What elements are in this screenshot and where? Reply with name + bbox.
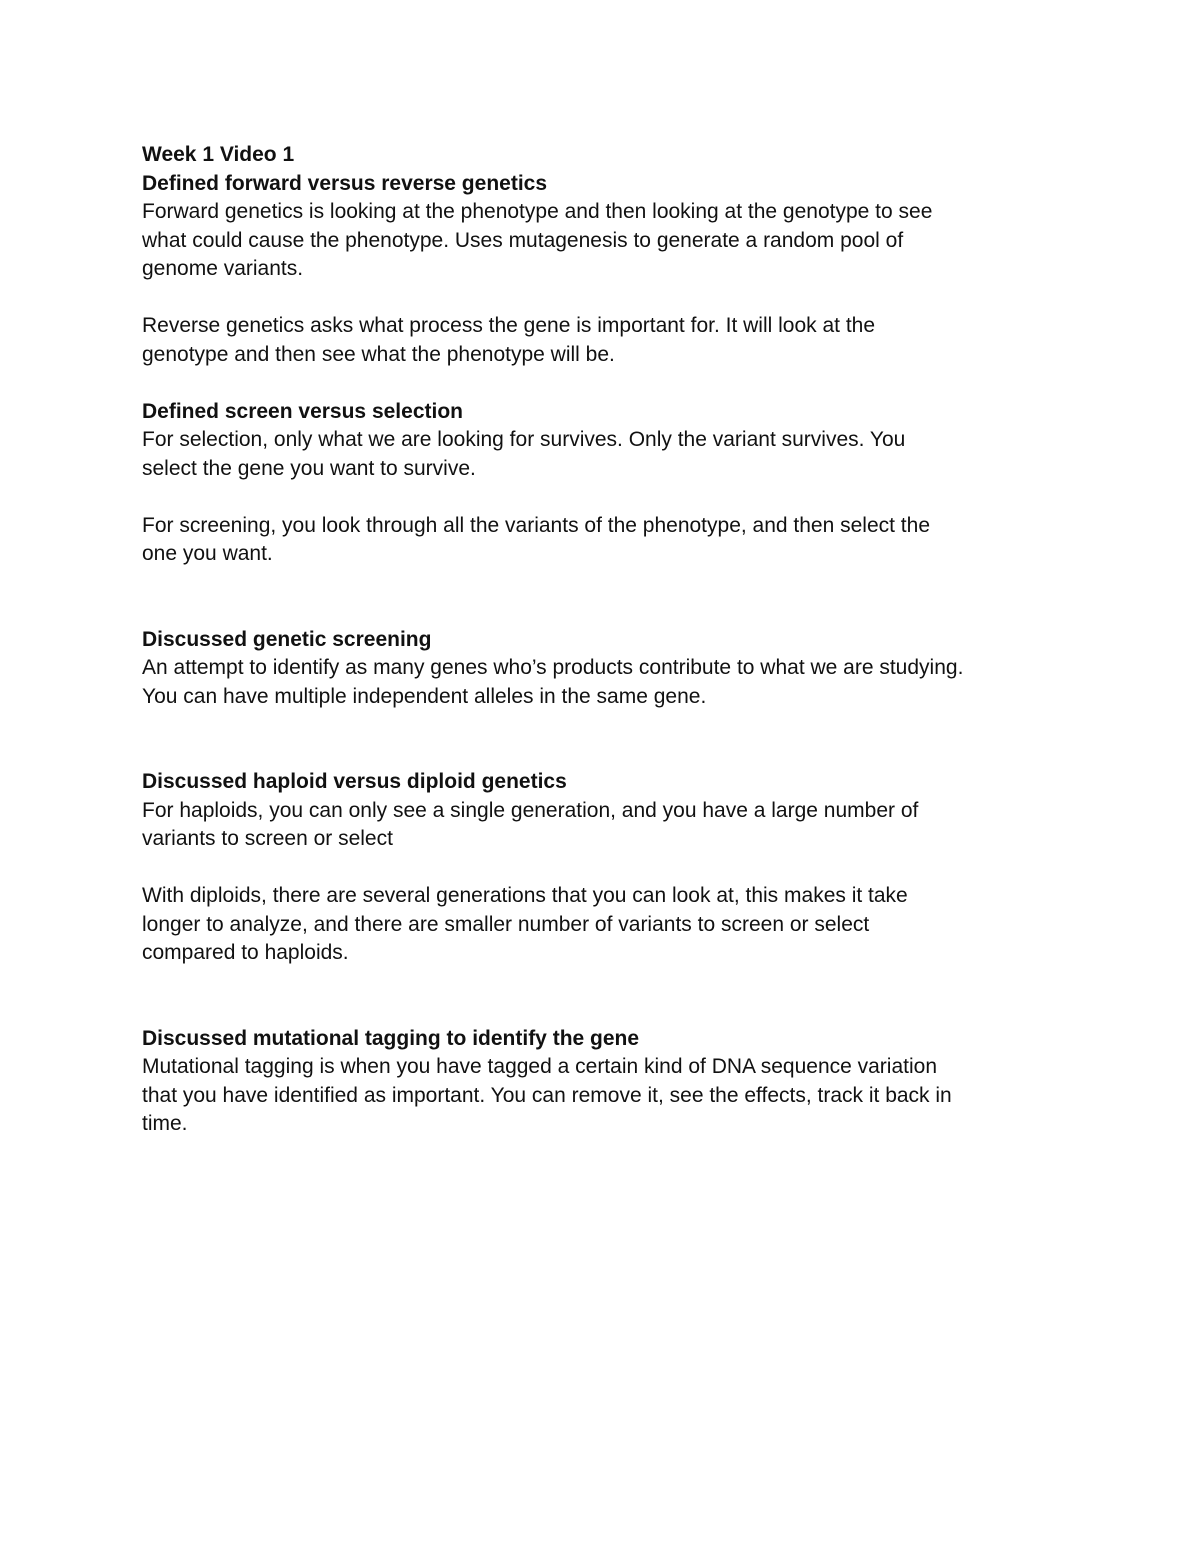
section-heading: Discussed mutational tagging to identify the gene (142, 1026, 640, 1050)
document-page (142, 141, 1072, 1139)
paragraph-line: that you have identified as important. You can remove it, see the effects, track it back in (142, 1083, 952, 1107)
spacer (142, 369, 1072, 398)
spacer (142, 711, 1072, 768)
spacer (142, 569, 1072, 626)
paragraph-line: one you want. (142, 542, 273, 565)
spacer (142, 968, 1072, 1025)
spacer (142, 483, 1072, 512)
paragraph-line: You can have multiple independent alleles in the same gene. (142, 684, 707, 708)
paragraph-line: genome variants. (142, 257, 304, 280)
paragraph-line: variants to screen or select (142, 827, 393, 850)
paragraph-line: compared to haploids. (142, 941, 349, 964)
paragraph-line: For selection, only what we are looking for survives. Only the variant survives. You (142, 428, 906, 451)
paragraph-line: time. (142, 1112, 188, 1135)
paragraph-line: longer to analyze, and there are smaller number of variants to screen or select (142, 912, 870, 936)
section-heading: Discussed genetic screening (142, 627, 432, 651)
paragraph-line: Reverse genetics asks what process the gene is important for. It will look at the (142, 314, 876, 337)
paragraph-line: select the gene you want to survive. (142, 456, 476, 480)
paragraph-line: genotype and then see what the phenotype will be. (142, 342, 615, 366)
paragraph-line: With diploids, there are several generations that you can look at, this makes it take (142, 884, 908, 907)
paragraph-line: Forward genetics is looking at the phenotype and then looking at the genotype to see (142, 200, 933, 223)
section-heading: Defined screen versus selection (142, 399, 463, 423)
paragraph-line: For screening, you look through all the variants of the phenotype, and then select the (142, 513, 931, 537)
spacer (142, 284, 1072, 313)
spacer (142, 854, 1072, 883)
paragraph-line: Mutational tagging is when you have tagged a certain kind of DNA sequence variation (142, 1055, 938, 1078)
section-heading: Discussed haploid versus diploid genetics (142, 770, 567, 793)
paragraph-line: An attempt to identify as many genes who’s products contribute to what we are studying. (142, 656, 964, 679)
paragraph-line: For haploids, you can only see a single generation, and you have a large number of (142, 798, 919, 822)
document-title: Week 1 Video 1 (142, 143, 295, 166)
paragraph-line: what could cause the phenotype. Uses mutagenesis to generate a random pool of (142, 228, 904, 252)
section-heading: Defined forward versus reverse genetics (142, 171, 548, 195)
